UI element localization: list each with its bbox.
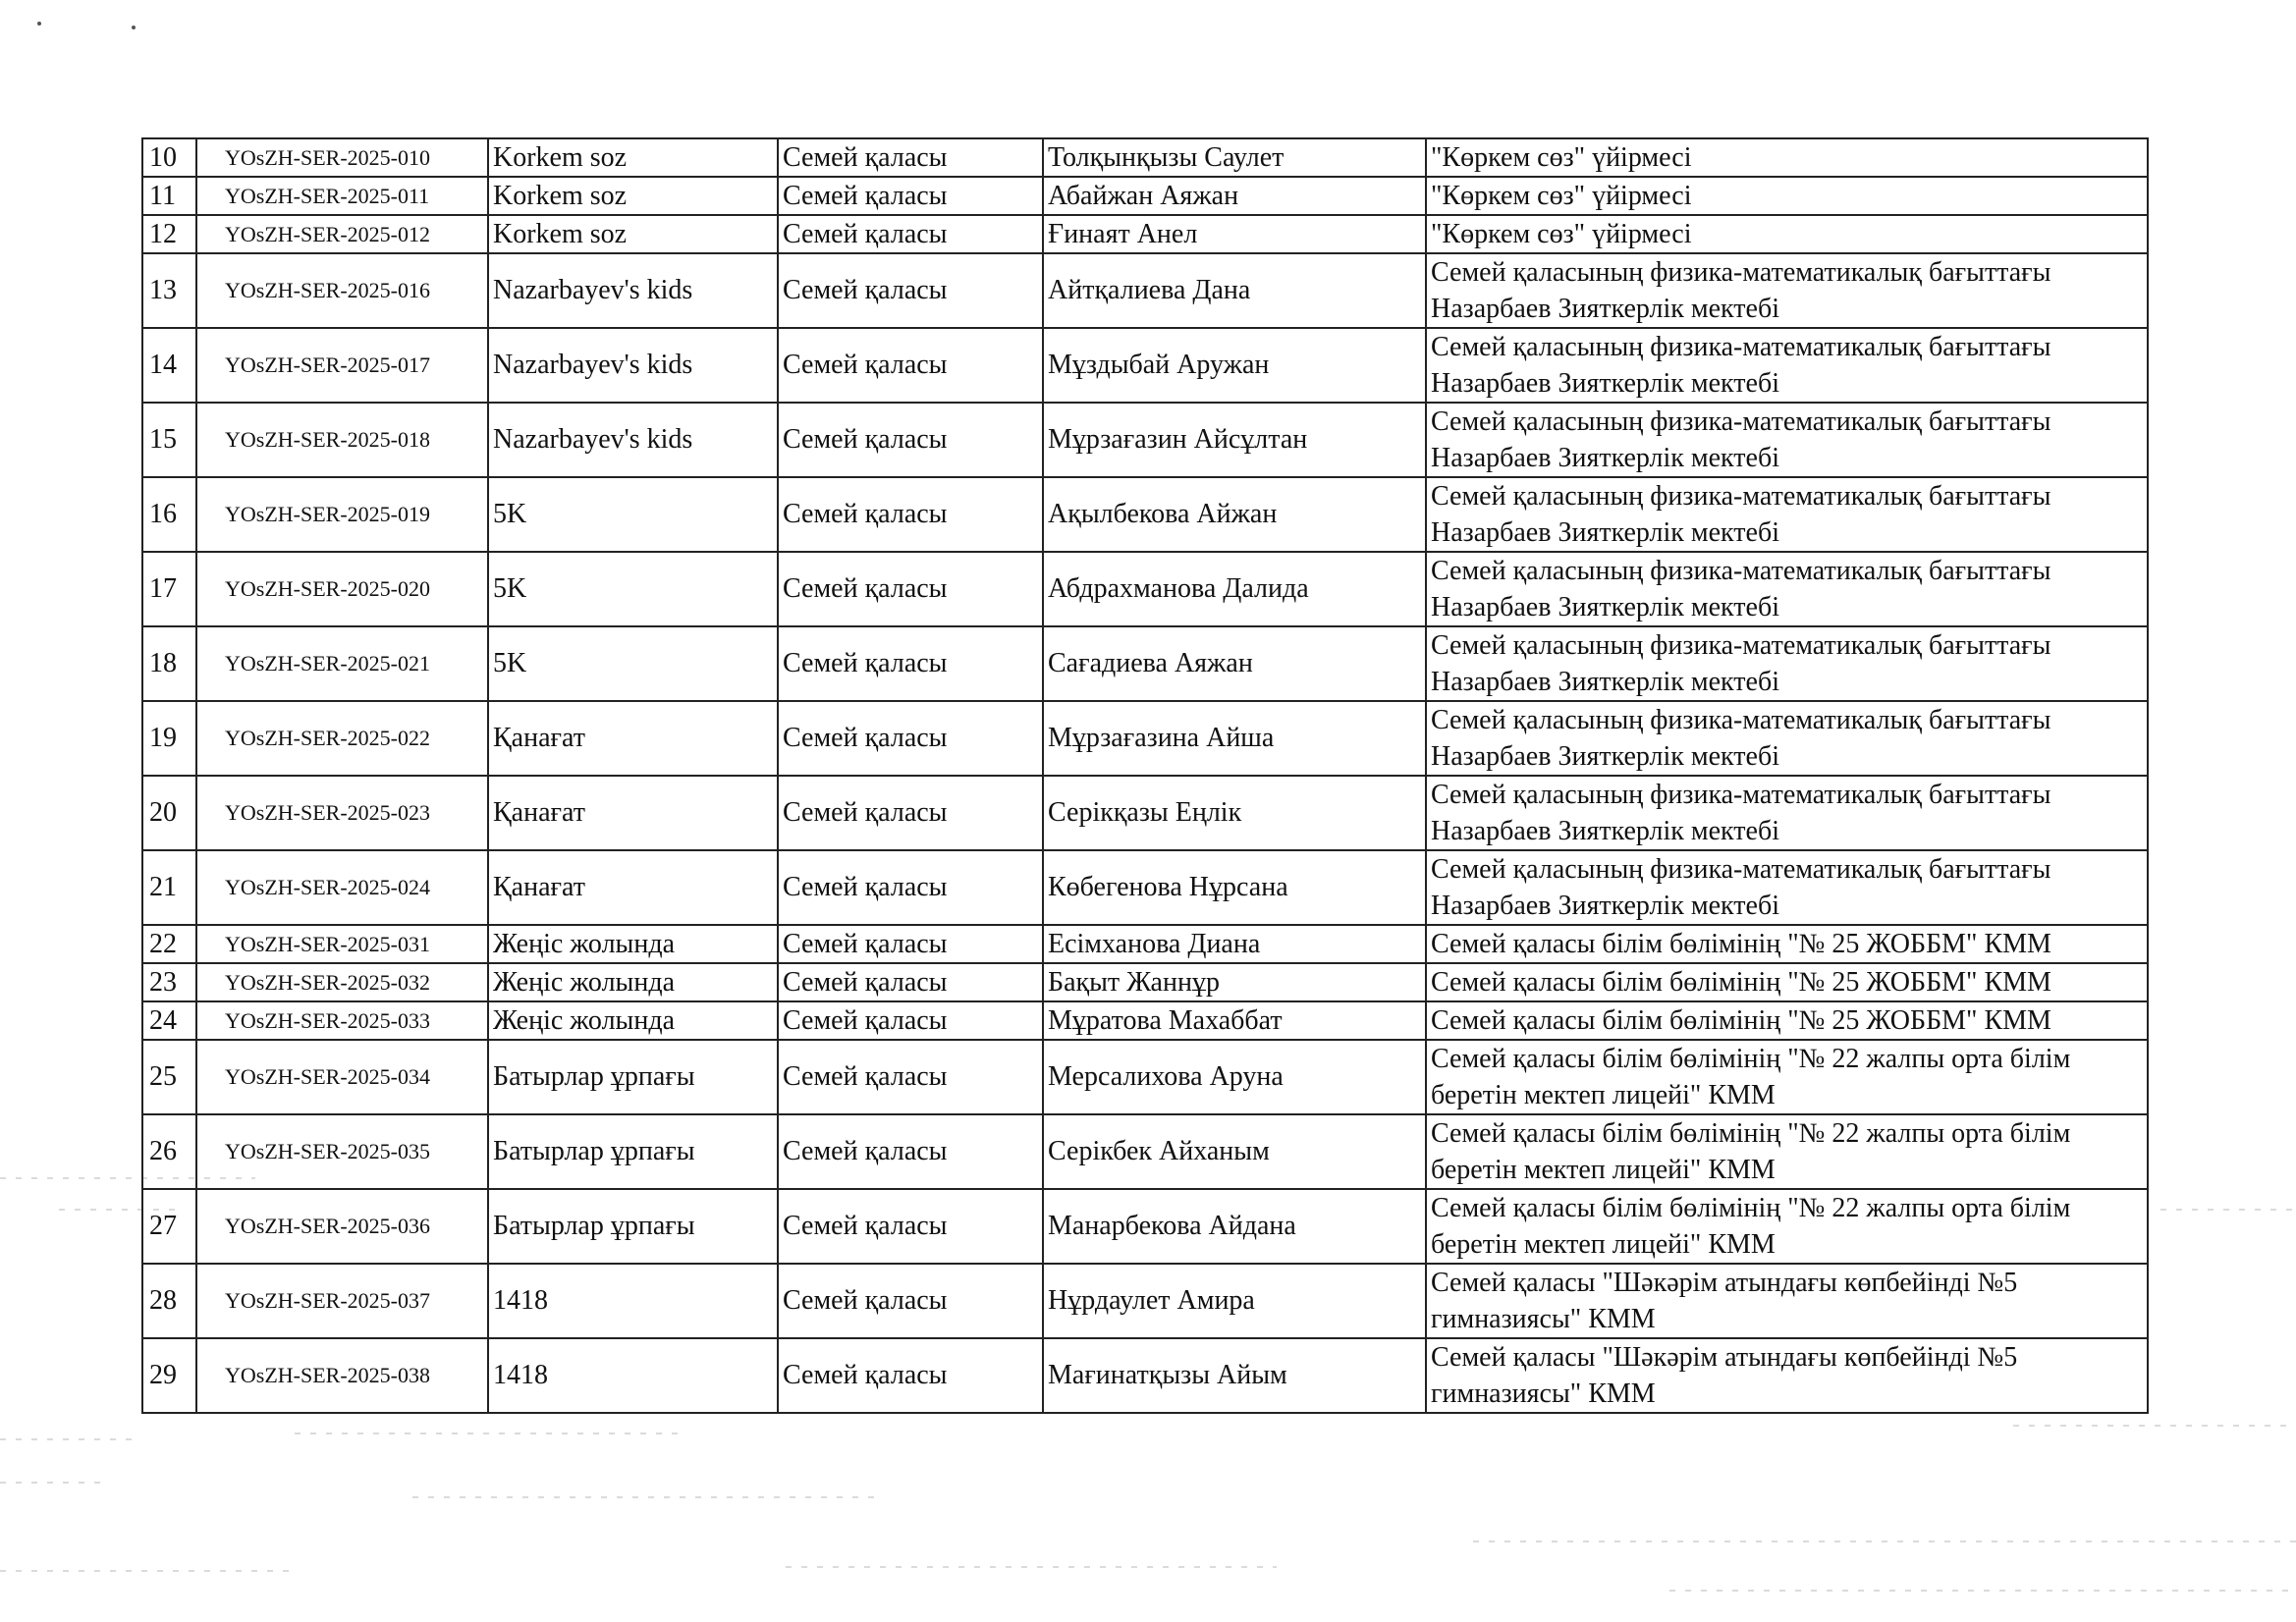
participant-name: Мағинатқызы Айым <box>1043 1338 1426 1413</box>
table-row <box>142 1040 2148 1114</box>
row-number: 28 <box>142 1264 196 1338</box>
city: Семей қаласы <box>778 1001 1043 1040</box>
table-row <box>142 1338 2148 1413</box>
registration-code: YOsZH-SER-2025-032 <box>196 963 488 1001</box>
organization: Семей қаласының физика-математикалық бағыттағы Назарбаев Зияткерлік мектебі <box>1426 477 2148 552</box>
row-number: 22 <box>142 925 196 963</box>
organization: Семей қаласының физика-математикалық бағыттағы Назарбаев Зияткерлік мектебі <box>1426 403 2148 477</box>
registration-code: YOsZH-SER-2025-036 <box>196 1189 488 1264</box>
row-number: 17 <box>142 552 196 626</box>
participant-name: Мерсалихова Аруна <box>1043 1040 1426 1114</box>
row-number: 18 <box>142 626 196 701</box>
table-row <box>142 850 2148 925</box>
organization: Семей қаласы білім бөлімінің "№ 25 ЖОББМ" КММ <box>1426 925 2148 963</box>
team-name: Жеңіс жолында <box>488 925 778 963</box>
city: Семей қаласы <box>778 850 1043 925</box>
organization: Семей қаласының физика-математикалық бағыттағы Назарбаев Зияткерлік мектебі <box>1426 850 2148 925</box>
table-row <box>142 925 2148 963</box>
participant-name: Абдрахманова Далида <box>1043 552 1426 626</box>
row-number: 12 <box>142 215 196 253</box>
city: Семей қаласы <box>778 1189 1043 1264</box>
row-number: 11 <box>142 177 196 215</box>
city: Семей қаласы <box>778 177 1043 215</box>
team-name: Korkem soz <box>488 215 778 253</box>
table-row <box>142 138 2148 177</box>
participant-name: Серікқазы Еңлік <box>1043 776 1426 850</box>
team-name: Батырлар ұрпағы <box>488 1040 778 1114</box>
organization: Семей қаласы білім бөлімінің "№ 25 ЖОББМ" КММ <box>1426 1001 2148 1040</box>
team-name: Nazarbayev's kids <box>488 253 778 328</box>
row-number: 19 <box>142 701 196 776</box>
organization: Семей қаласы білім бөлімінің "№ 22 жалпы орта білім беретін мектеп лицейі" КММ <box>1426 1040 2148 1114</box>
organization: Семей қаласы "Шәкәрім атындағы көпбейінді №5 гимназиясы" КММ <box>1426 1338 2148 1413</box>
team-name: Қанағат <box>488 701 778 776</box>
table-row <box>142 776 2148 850</box>
organization: Семей қаласының физика-математикалық бағыттағы Назарбаев Зияткерлік мектебі <box>1426 776 2148 850</box>
team-name: Қанағат <box>488 776 778 850</box>
registration-code: YOsZH-SER-2025-033 <box>196 1001 488 1040</box>
registration-code: YOsZH-SER-2025-024 <box>196 850 488 925</box>
city: Семей қаласы <box>778 963 1043 1001</box>
registration-code: YOsZH-SER-2025-038 <box>196 1338 488 1413</box>
participant-name: Сағадиева Аяжан <box>1043 626 1426 701</box>
team-name: Nazarbayev's kids <box>488 328 778 403</box>
participant-name: Мұрзағазин Айсұлтан <box>1043 403 1426 477</box>
registration-code: YOsZH-SER-2025-012 <box>196 215 488 253</box>
registration-code: YOsZH-SER-2025-018 <box>196 403 488 477</box>
row-number: 23 <box>142 963 196 1001</box>
organization: Семей қаласының физика-математикалық бағыттағы Назарбаев Зияткерлік мектебі <box>1426 626 2148 701</box>
registration-code: YOsZH-SER-2025-010 <box>196 138 488 177</box>
registration-code: YOsZH-SER-2025-016 <box>196 253 488 328</box>
registration-code: YOsZH-SER-2025-021 <box>196 626 488 701</box>
city: Семей қаласы <box>778 701 1043 776</box>
organization: Семей қаласы "Шәкәрім атындағы көпбейінді №5 гимназиясы" КММ <box>1426 1264 2148 1338</box>
city: Семей қаласы <box>778 626 1043 701</box>
participant-name: Нұрдаулет Амира <box>1043 1264 1426 1338</box>
registration-code: YOsZH-SER-2025-031 <box>196 925 488 963</box>
organization: "Көркем сөз" үйірмесі <box>1426 215 2148 253</box>
organization: Семей қаласының физика-математикалық бағыттағы Назарбаев Зияткерлік мектебі <box>1426 253 2148 328</box>
row-number: 26 <box>142 1114 196 1189</box>
registration-code: YOsZH-SER-2025-035 <box>196 1114 488 1189</box>
participant-name: Толқынқызы Саулет <box>1043 138 1426 177</box>
registration-code: YOsZH-SER-2025-023 <box>196 776 488 850</box>
participant-name: Айтқалиева Дана <box>1043 253 1426 328</box>
row-number: 10 <box>142 138 196 177</box>
team-name: Қанағат <box>488 850 778 925</box>
table-row <box>142 253 2148 328</box>
row-number: 15 <box>142 403 196 477</box>
table-row <box>142 701 2148 776</box>
participant-name: Мұратова Махаббат <box>1043 1001 1426 1040</box>
participant-name: Көбегенова Нұрсана <box>1043 850 1426 925</box>
registration-code: YOsZH-SER-2025-019 <box>196 477 488 552</box>
participant-name: Абайжан Аяжан <box>1043 177 1426 215</box>
row-number: 27 <box>142 1189 196 1264</box>
participant-name: Серікбек Айханым <box>1043 1114 1426 1189</box>
table-row <box>142 477 2148 552</box>
team-name: Батырлар ұрпағы <box>488 1189 778 1264</box>
row-number: 24 <box>142 1001 196 1040</box>
table-row <box>142 552 2148 626</box>
team-name: 1418 <box>488 1264 778 1338</box>
organization: Семей қаласы білім бөлімінің "№ 25 ЖОББМ" КММ <box>1426 963 2148 1001</box>
organization: "Көркем сөз" үйірмесі <box>1426 177 2148 215</box>
team-name: 5K <box>488 477 778 552</box>
row-number: 25 <box>142 1040 196 1114</box>
row-number: 20 <box>142 776 196 850</box>
organization: Семей қаласының физика-математикалық бағыттағы Назарбаев Зияткерлік мектебі <box>1426 701 2148 776</box>
table-row <box>142 1001 2148 1040</box>
registration-code: YOsZH-SER-2025-037 <box>196 1264 488 1338</box>
row-number: 29 <box>142 1338 196 1413</box>
table-row <box>142 328 2148 403</box>
table-row <box>142 215 2148 253</box>
table-row <box>142 177 2148 215</box>
participant-name: Мұрзағазина Айша <box>1043 701 1426 776</box>
city: Семей қаласы <box>778 138 1043 177</box>
city: Семей қаласы <box>778 1114 1043 1189</box>
team-name: 5K <box>488 552 778 626</box>
row-number: 21 <box>142 850 196 925</box>
city: Семей қаласы <box>778 403 1043 477</box>
table-row <box>142 1114 2148 1189</box>
row-number: 13 <box>142 253 196 328</box>
city: Семей қаласы <box>778 477 1043 552</box>
city: Семей қаласы <box>778 253 1043 328</box>
participants-table-body <box>142 138 2148 1413</box>
city: Семей қаласы <box>778 328 1043 403</box>
registration-code: YOsZH-SER-2025-022 <box>196 701 488 776</box>
registration-code: YOsZH-SER-2025-034 <box>196 1040 488 1114</box>
participant-name: Есімханова Диана <box>1043 925 1426 963</box>
organization: "Көркем сөз" үйірмесі <box>1426 138 2148 177</box>
participants-table <box>141 137 2149 1414</box>
city: Семей қаласы <box>778 552 1043 626</box>
row-number: 14 <box>142 328 196 403</box>
participant-name: Ғинаят Анел <box>1043 215 1426 253</box>
table-row <box>142 403 2148 477</box>
participant-name: Ақылбекова Айжан <box>1043 477 1426 552</box>
participant-name: Манарбекова Айдана <box>1043 1189 1426 1264</box>
team-name: 5K <box>488 626 778 701</box>
team-name: Жеңіс жолында <box>488 963 778 1001</box>
registration-code: YOsZH-SER-2025-011 <box>196 177 488 215</box>
team-name: Nazarbayev's kids <box>488 403 778 477</box>
team-name: Korkem soz <box>488 177 778 215</box>
organization: Семей қаласының физика-математикалық бағыттағы Назарбаев Зияткерлік мектебі <box>1426 552 2148 626</box>
city: Семей қаласы <box>778 215 1043 253</box>
participant-name: Бақыт Жаннұр <box>1043 963 1426 1001</box>
registration-code: YOsZH-SER-2025-020 <box>196 552 488 626</box>
table-row <box>142 1189 2148 1264</box>
team-name: 1418 <box>488 1338 778 1413</box>
organization: Семей қаласы білім бөлімінің "№ 22 жалпы орта білім беретін мектеп лицейі" КММ <box>1426 1189 2148 1264</box>
city: Семей қаласы <box>778 1040 1043 1114</box>
table-row <box>142 963 2148 1001</box>
participant-name: Мұздыбай Аружан <box>1043 328 1426 403</box>
team-name: Korkem soz <box>488 138 778 177</box>
table-row <box>142 1264 2148 1338</box>
organization: Семей қаласы білім бөлімінің "№ 22 жалпы орта білім беретін мектеп лицейі" КММ <box>1426 1114 2148 1189</box>
row-number: 16 <box>142 477 196 552</box>
organization: Семей қаласының физика-математикалық бағыттағы Назарбаев Зияткерлік мектебі <box>1426 328 2148 403</box>
city: Семей қаласы <box>778 925 1043 963</box>
city: Семей қаласы <box>778 1338 1043 1413</box>
registration-code: YOsZH-SER-2025-017 <box>196 328 488 403</box>
team-name: Батырлар ұрпағы <box>488 1114 778 1189</box>
city: Семей қаласы <box>778 1264 1043 1338</box>
team-name: Жеңіс жолында <box>488 1001 778 1040</box>
city: Семей қаласы <box>778 776 1043 850</box>
table-row <box>142 626 2148 701</box>
